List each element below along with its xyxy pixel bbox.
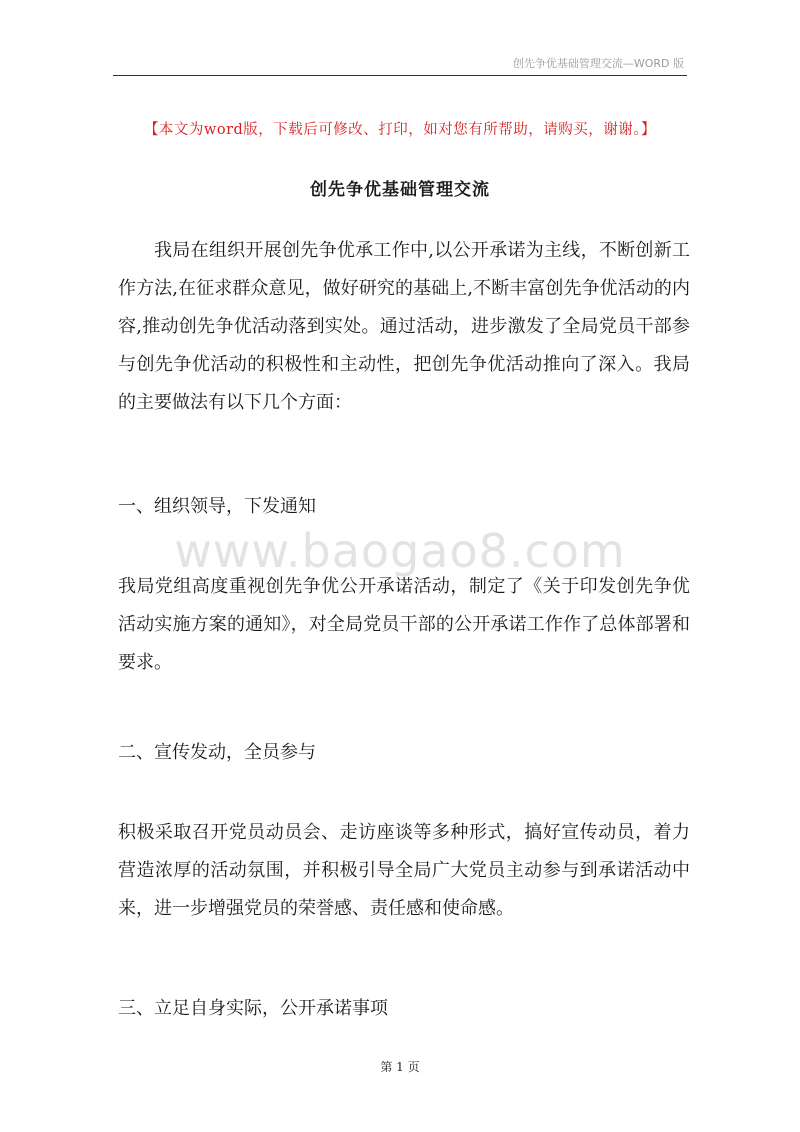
section-body-1: 我局党组高度重视创先争优公开承诺活动，制定了《关于印发创先争优活动实施方案的通知》，对全局党员干部的公开承诺工作作了总体部署和要求。: [118, 576, 690, 673]
word-version-notice: 【本文为word版，下载后可修改、打印，如对您有所帮助，请购买，谢谢。】: [143, 122, 657, 138]
section-body-2: 积极采取召开党员动员会、走访座谈等多种形式，搞好宣传动员，着力营造浓厚的活动氛围，并积极引导全局广大党员主动参与到承诺活动中来，进一步增强党员的荣誉感、责任感和使命感。: [118, 822, 690, 919]
header-divider: [113, 75, 687, 76]
header-title: 创先争优基础管理交流—WORD 版: [512, 57, 684, 70]
intro-paragraph: 我局在组织开展创先争优承工作中,以公开承诺为主线，不断创新工作方法,在征求群众意见，做好研究的基础上,不断丰富创先争优活动的内容,推动创先争优活动落到实处。通过活动，进步激发了全局党员干部参与创先争优活动的积极性和主动性，把创先争优活动推向了深入。我局的主要做法有以下几个方面：: [118, 240, 690, 413]
document-title: 创先争优基础管理交流: [310, 180, 490, 200]
watermark-text: www.baogao8.com: [174, 524, 626, 578]
section-heading-2: 二、宣传发动，全员参与: [118, 742, 316, 763]
section-heading-1: 一、组织领导，下发通知: [118, 496, 316, 517]
section-heading-3: 三、立足自身实际，公开承诺事项: [118, 998, 388, 1019]
page-number: 第 1 页: [380, 1060, 420, 1074]
